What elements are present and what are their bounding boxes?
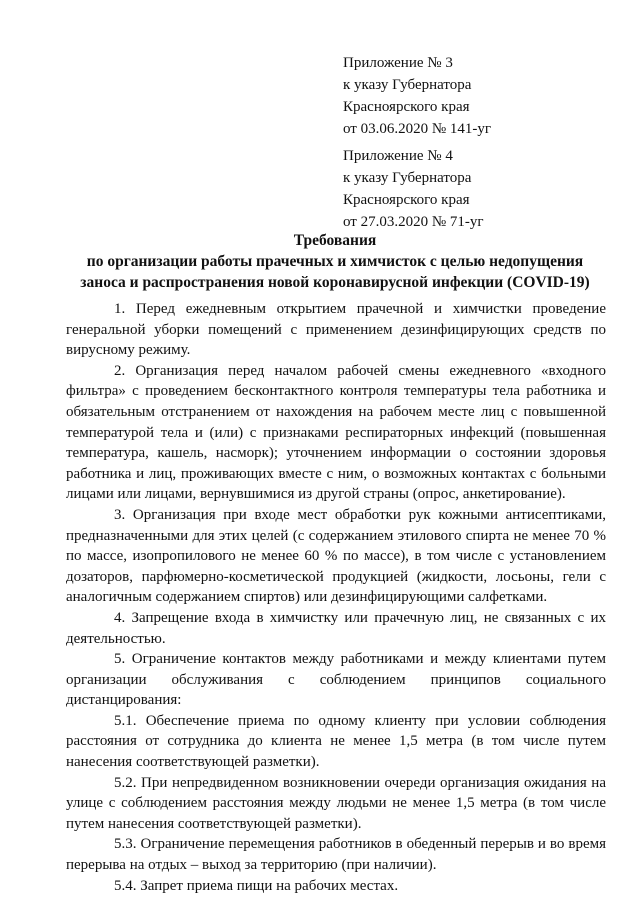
appendix-4-number: Приложение № 4 [343,148,453,164]
paragraph-2: 2. Организация перед началом рабочей смены ежедневного «входного фильтра» с проведением бесконтактного контроля температуры тела работника и обязательным отстранением от нахождения на рабочем месте лиц с повышенной температурой тела и (или) с признаками респираторных инфекций (повышенная температура, кашель, насморк); уточнением информации о состоянии здоровья работника и лиц, проживающих вместе с ним, о возможных контактах с больными лицами или лицами, вернувшимися из другой страны (опрос, анкетирование). [66,362,606,503]
paragraph-5-2: 5.2. При непредвиденном возникновении очереди организация ожидания на улице с соблюдением расстояния между людьми не менее 1,5 метра (в том числе путем нанесения соответствующей разметки). [66,774,606,832]
appendix-3-block [343,52,491,140]
appendix-3-decree: к указу Губернатора [343,77,472,93]
paragraph-3: 3. Организация при входе мест обработки рук кожными антисептиками, предназначенными для этих целей (с содержанием этилового спирта не менее 70 % по массе, изопропилового не менее 60 % по массе), в том числе с установлением дозаторов, парфюмерно-косметической продукцией (жидкости, лосьоны, гели с аналогичным содержанием спиртов) или дезинфицирующими салфетками. [66,506,606,606]
appendix-3-date: от 03.06.2020 № 141-уг [343,121,492,137]
title-heading: Требования [293,232,377,249]
document-body [66,299,606,896]
appendix-4-decree: к указу Губернатора [343,170,472,186]
paragraph-5-1: 5.1. Обеспечение приема по одному клиенту при условии соблюдения расстояния от сотрудника до клиента не менее 1,5 метра (в том числе путем нанесения соответствующей разметки). [66,712,606,771]
document-title [60,230,610,293]
paragraph-5-3: 5.3. Ограничение перемещения работников в обеденный перерыв и во время перерыва на отдых – выход за территорию (при наличии). [66,836,606,874]
appendix-4-date: от 27.03.2020 № 71-уг [343,214,484,230]
title-line-2: заноса и распространения новой коронавирусной инфекции (COVID-19) [80,274,590,291]
appendix-3-region: Красноярского края [343,99,470,115]
paragraph-4: 4. Запрещение входа в химчистку или прачечную лиц, не связанных с их деятельностью. [66,609,606,647]
title-line-1: по организации работы прачечных и химчисток с целью недопущения [86,253,584,270]
paragraph-5-4: 5.4. Запрет приема пищи на рабочих местах. [114,877,399,894]
appendix-4-region: Красноярского края [343,192,470,208]
paragraph-1: 1. Перед ежедневным открытием прачечной и химчистки проведение генеральной уборки помещений с применением дезинфицирующих средств по вирусному режиму. [66,301,606,359]
paragraph-5: 5. Ограничение контактов между работниками и между клиентами путем организации обслуживания с соблюдением принципов социального дистанцирования: [66,651,606,709]
appendix-4-block [343,145,484,233]
appendix-3-number: Приложение № 3 [343,55,453,71]
